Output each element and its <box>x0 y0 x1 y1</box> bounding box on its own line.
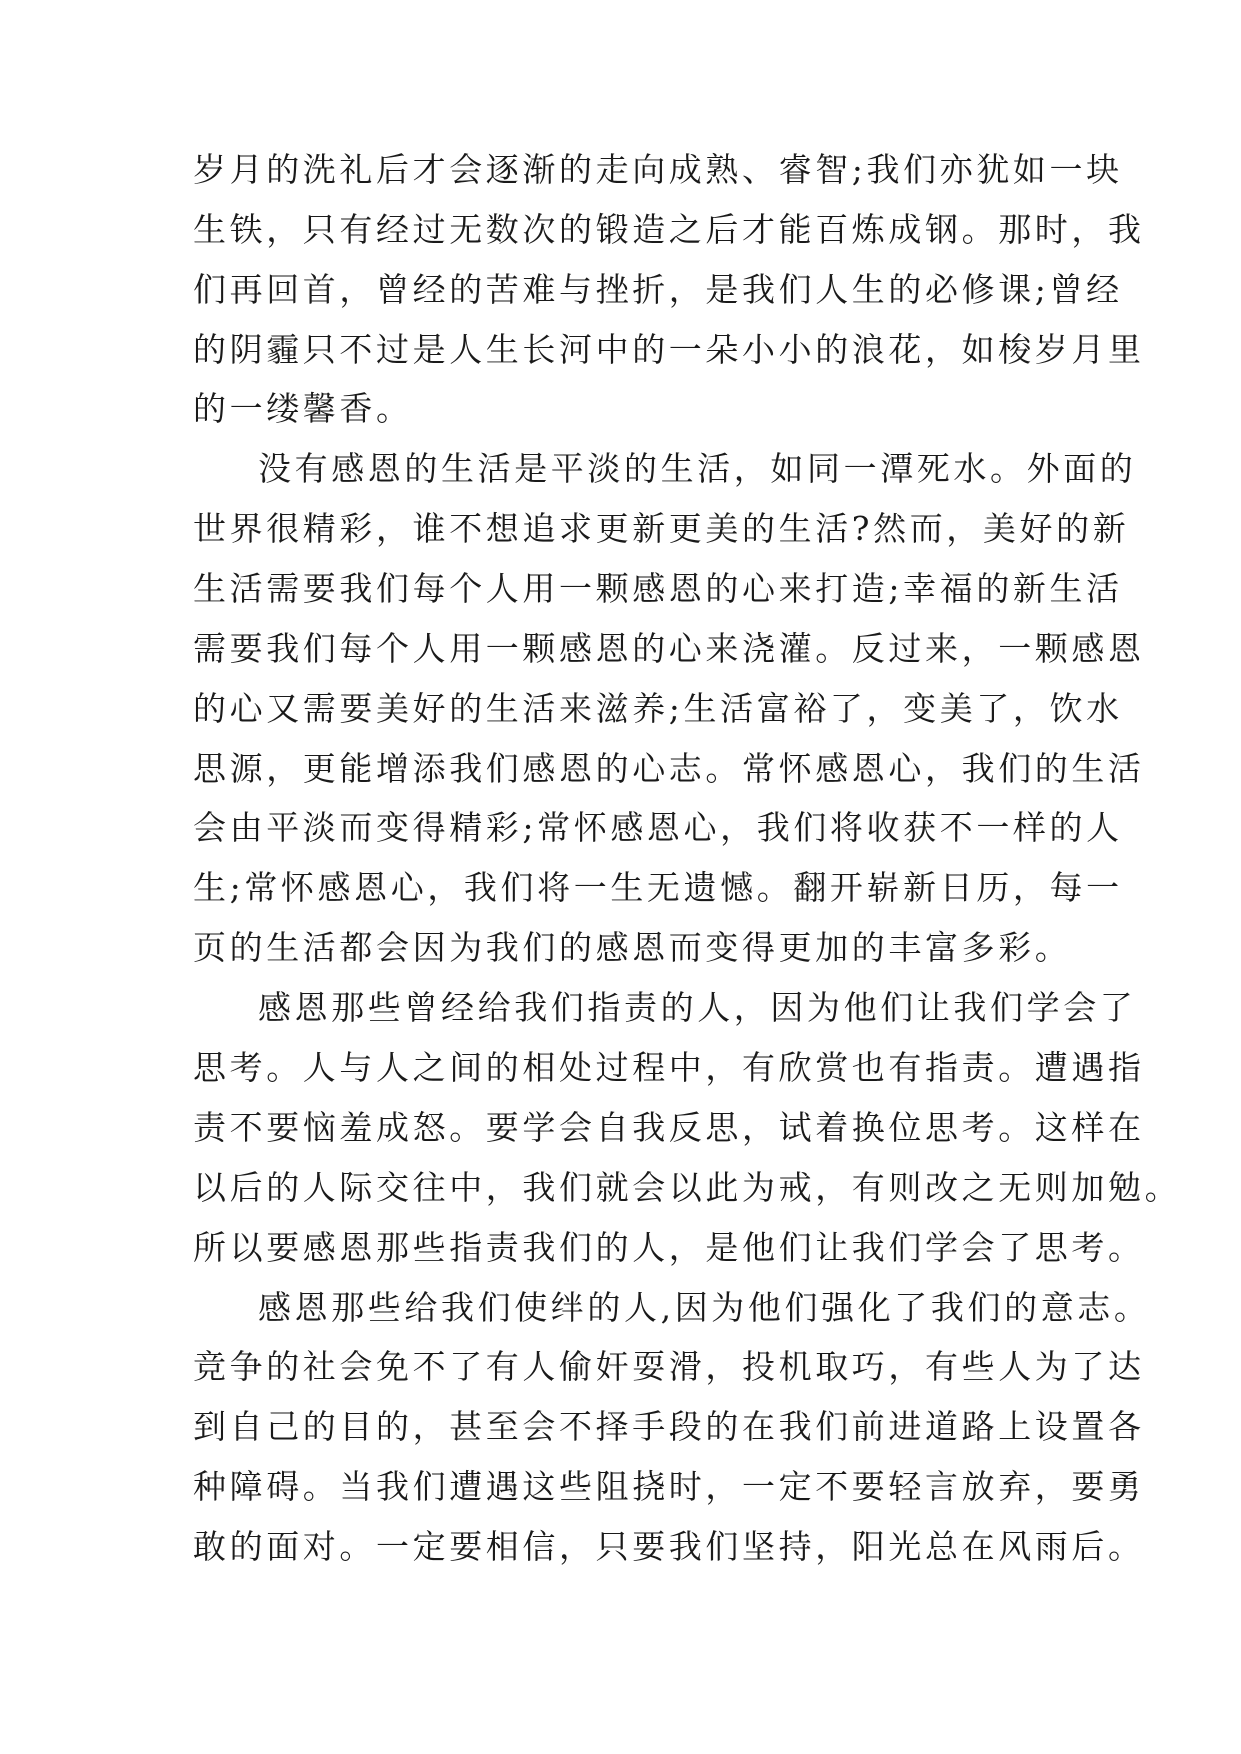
text-line: 思考。人与人之间的相处过程中，有欣赏也有指责。遭遇指 <box>193 1048 1145 1087</box>
text-line: 页的生活都会因为我们的感恩而变得更加的丰富多彩。 <box>193 928 1072 967</box>
text-line: 岁月的洗礼后才会逐渐的走向成熟、睿智;我们亦犹如一块 <box>193 150 1123 189</box>
text-line: 世界很精彩，谁不想追求更新更美的生活?然而，美好的新 <box>193 509 1130 548</box>
text-line: 需要我们每个人用一颗感恩的心来浇灌。反过来，一颗感恩 <box>193 629 1145 668</box>
paragraph-first-line: 感恩那些给我们使绊的人,因为他们强化了我们的意志。 <box>258 1288 1151 1327</box>
text-line: 责不要恼羞成怒。要学会自我反思，试着换位思考。这样在 <box>193 1108 1145 1147</box>
text-line: 思源，更能增添我们感恩的心志。常怀感恩心，我们的生活 <box>193 749 1145 788</box>
text-line: 以后的人际交往中，我们就会以此为戒，有则改之无则加勉。 <box>193 1168 1182 1207</box>
text-line: 生;常怀感恩心，我们将一生无遗憾。翻开崭新日历，每一 <box>193 868 1123 907</box>
text-line: 所以要感恩那些指责我们的人，是他们让我们学会了思考。 <box>193 1228 1145 1267</box>
text-line: 敢的面对。一定要相信，只要我们坚持，阳光总在风雨后。 <box>193 1527 1145 1566</box>
text-line: 到自己的目的，甚至会不择手段的在我们前进道路上设置各 <box>193 1407 1145 1446</box>
text-line: 种障碍。当我们遭遇这些阻挠时，一定不要轻言放弃，要勇 <box>193 1467 1145 1506</box>
text-line: 的心又需要美好的生活来滋养;生活富裕了，变美了，饮水 <box>193 689 1123 728</box>
paragraph-first-line: 没有感恩的生活是平淡的生活，如同一潭死水。外面的 <box>258 449 1137 488</box>
text-line: 的一缕馨香。 <box>193 389 413 428</box>
text-line: 竞争的社会免不了有人偷奸耍滑，投机取巧，有些人为了达 <box>193 1347 1145 1386</box>
text-line: 们再回首，曾经的苦难与挫折，是我们人生的必修课;曾经 <box>193 270 1123 309</box>
text-line: 生铁，只有经过无数次的锻造之后才能百炼成钢。那时，我 <box>193 210 1145 249</box>
text-line: 会由平淡而变得精彩;常怀感恩心，我们将收获不一样的人 <box>193 808 1123 847</box>
text-line: 生活需要我们每个人用一颗感恩的心来打造;幸福的新生活 <box>193 569 1123 608</box>
paragraph-first-line: 感恩那些曾经给我们指责的人，因为他们让我们学会了 <box>258 988 1137 1027</box>
text-line: 的阴霾只不过是人生长河中的一朵小小的浪花，如梭岁月里 <box>193 330 1145 369</box>
